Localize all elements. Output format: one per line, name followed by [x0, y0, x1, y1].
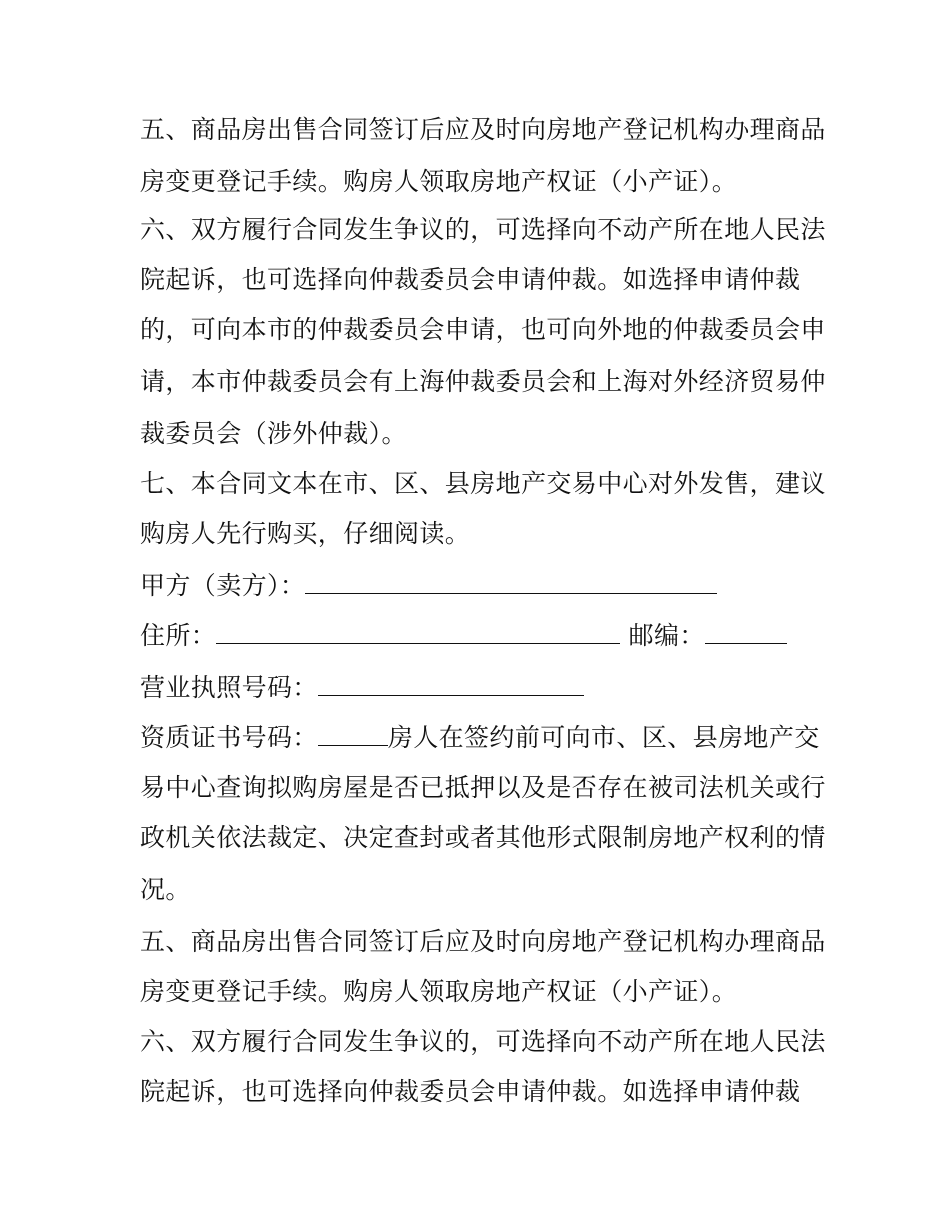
paragraph-line: 政机关依法裁定、决定查封或者其他形式限制房地产权利的情	[140, 823, 826, 852]
paragraph-line: 院起诉，也可选择向仲裁委员会申请仲裁。如选择申请仲裁	[140, 1077, 801, 1106]
postcode-blank[interactable]	[705, 621, 787, 644]
qualification-label: 资质证书号码：	[140, 723, 318, 752]
party-a-blank[interactable]	[305, 571, 717, 594]
postcode-label: 邮编：	[628, 621, 705, 650]
license-row	[140, 672, 584, 704]
paragraph-line: 裁委员会（涉外仲裁）。	[140, 419, 407, 448]
address-blank[interactable]	[216, 621, 620, 644]
paragraph-line: 七、本合同文本在市、区、县房地产交易中心对外发售，建议	[140, 469, 826, 498]
address-label: 住所：	[140, 621, 217, 650]
paragraph-line: 五、商品房出售合同签订后应及时向房地产登记机构办理商品	[140, 115, 826, 144]
license-blank[interactable]	[318, 673, 584, 696]
paragraph-line: 院起诉，也可选择向仲裁委员会申请仲裁。如选择申请仲裁	[140, 265, 801, 294]
party-a-row	[140, 570, 717, 602]
qualification-tail: 房人在签约前可向市、区、县房地产交	[387, 723, 820, 752]
party-a-label: 甲方（卖方）：	[140, 571, 306, 600]
paragraph-line: 六、双方履行合同发生争议的，可选择向不动产所在地人民法	[140, 1027, 826, 1056]
paragraph-line: 房变更登记手续。购房人领取房地产权证（小产证）。	[140, 977, 738, 1006]
qualification-row	[140, 722, 820, 754]
paragraph-line: 请，本市仲裁委员会有上海仲裁委员会和上海对外经济贸易仲	[140, 367, 826, 396]
license-label: 营业执照号码：	[140, 673, 318, 702]
paragraph-line: 易中心查询拟购房屋是否已抵押以及是否存在被司法机关或行	[140, 773, 826, 802]
paragraph-line: 的，可向本市的仲裁委员会申请，也可向外地的仲裁委员会申	[140, 315, 826, 344]
address-row	[140, 620, 787, 652]
paragraph-line: 购房人先行购买，仔细阅读。	[140, 519, 471, 548]
qualification-blank[interactable]	[318, 723, 388, 746]
paragraph-line: 况。	[140, 875, 191, 904]
paragraph-line: 六、双方履行合同发生争议的，可选择向不动产所在地人民法	[140, 215, 826, 244]
paragraph-line: 房变更登记手续。购房人领取房地产权证（小产证）。	[140, 167, 738, 196]
paragraph-line: 五、商品房出售合同签订后应及时向房地产登记机构办理商品	[140, 927, 826, 956]
